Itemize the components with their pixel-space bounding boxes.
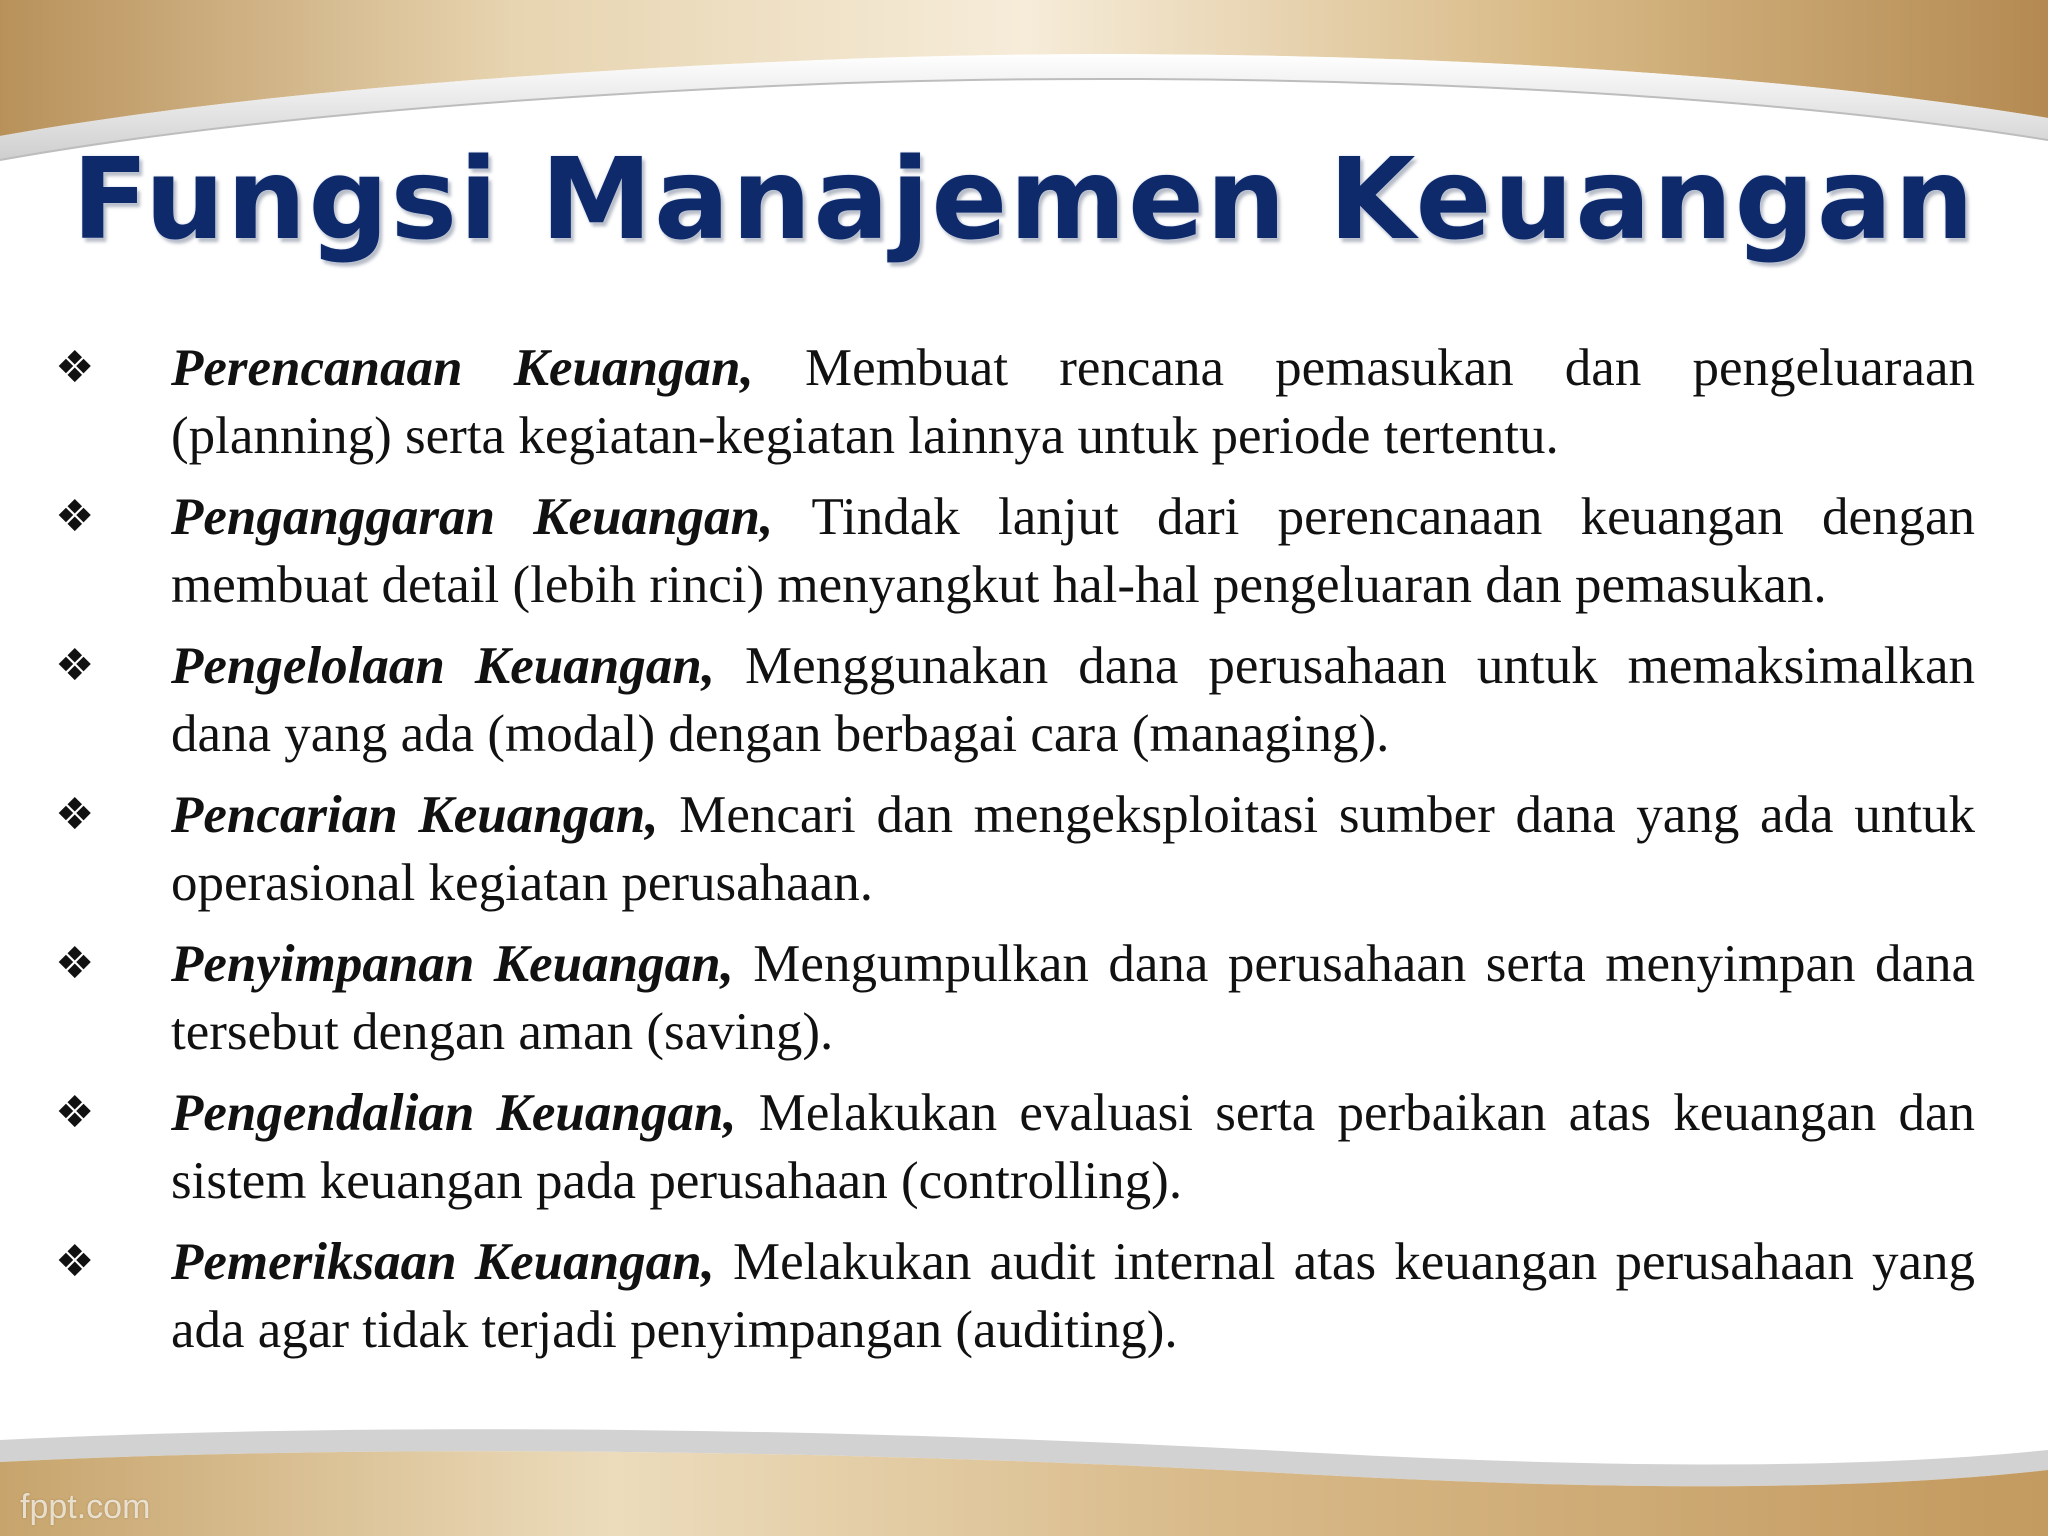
item-description: Melakukan audit internal atas keuangan perusahaan yang ada agar tidak terjadi penyimpangan (auditing). (171, 1233, 1975, 1359)
diamond-bullet-icon: ❖ (55, 938, 95, 989)
item-term: Penganggaran Keuangan, (171, 488, 812, 546)
diamond-bullet-icon: ❖ (55, 1087, 95, 1138)
diamond-bullet-icon: ❖ (55, 1236, 95, 1287)
item-term: Pengelolaan Keuangan, (171, 637, 746, 695)
list-item-pencarian (55, 781, 1975, 917)
item-term: Penyimpanan Keuangan, (171, 935, 754, 993)
item-description: Mencari dan mengeksploitasi sumber dana yang ada untuk operasional kegiatan perusahaan. (171, 786, 1975, 912)
item-term: Pemeriksaan Keuangan, (171, 1233, 733, 1291)
diamond-bullet-icon: ❖ (55, 342, 95, 393)
item-term: Pengendalian Keuangan, (171, 1084, 759, 1142)
list-item-penyimpanan (55, 930, 1975, 1066)
watermark: fppt.com (20, 1488, 151, 1526)
item-description: Mengumpulkan dana perusahaan serta menyimpan dana tersebut dengan aman (saving). (171, 935, 1975, 1061)
list-item-penganggaran (55, 483, 1975, 619)
list-item-pengelolaan (55, 632, 1975, 768)
item-description: Tindak lanjut dari perencanaan keuangan dengan membuat detail (lebih rinci) menyangkut hal-hal pengeluaran dan pemasukan. (171, 488, 1975, 614)
list-item-pemeriksaan (55, 1228, 1975, 1364)
slide-title: Fungsi Manajemen Keuangan (71, 135, 1976, 265)
item-description: Membuat rencana pemasukan dan pengeluaraan (planning) serta kegiatan-kegiatan lainnya untuk periode tertentu. (171, 339, 1975, 465)
item-term: Pencarian Keuangan, (171, 786, 680, 844)
list-item-pengendalian (55, 1079, 1975, 1215)
diamond-bullet-icon: ❖ (55, 789, 95, 840)
function-list (55, 334, 1975, 1377)
item-term: Perencanaan Keuangan, (171, 339, 805, 397)
item-description: Menggunakan dana perusahaan untuk memaksimalkan dana yang ada (modal) dengan berbagai cara (managing). (171, 637, 1975, 763)
item-description: Melakukan evaluasi serta perbaikan atas keuangan dan sistem keuangan pada perusahaan (controlling). (171, 1084, 1975, 1210)
diamond-bullet-icon: ❖ (55, 491, 95, 542)
diamond-bullet-icon: ❖ (55, 640, 95, 691)
list-item-perencanaan (55, 334, 1975, 470)
